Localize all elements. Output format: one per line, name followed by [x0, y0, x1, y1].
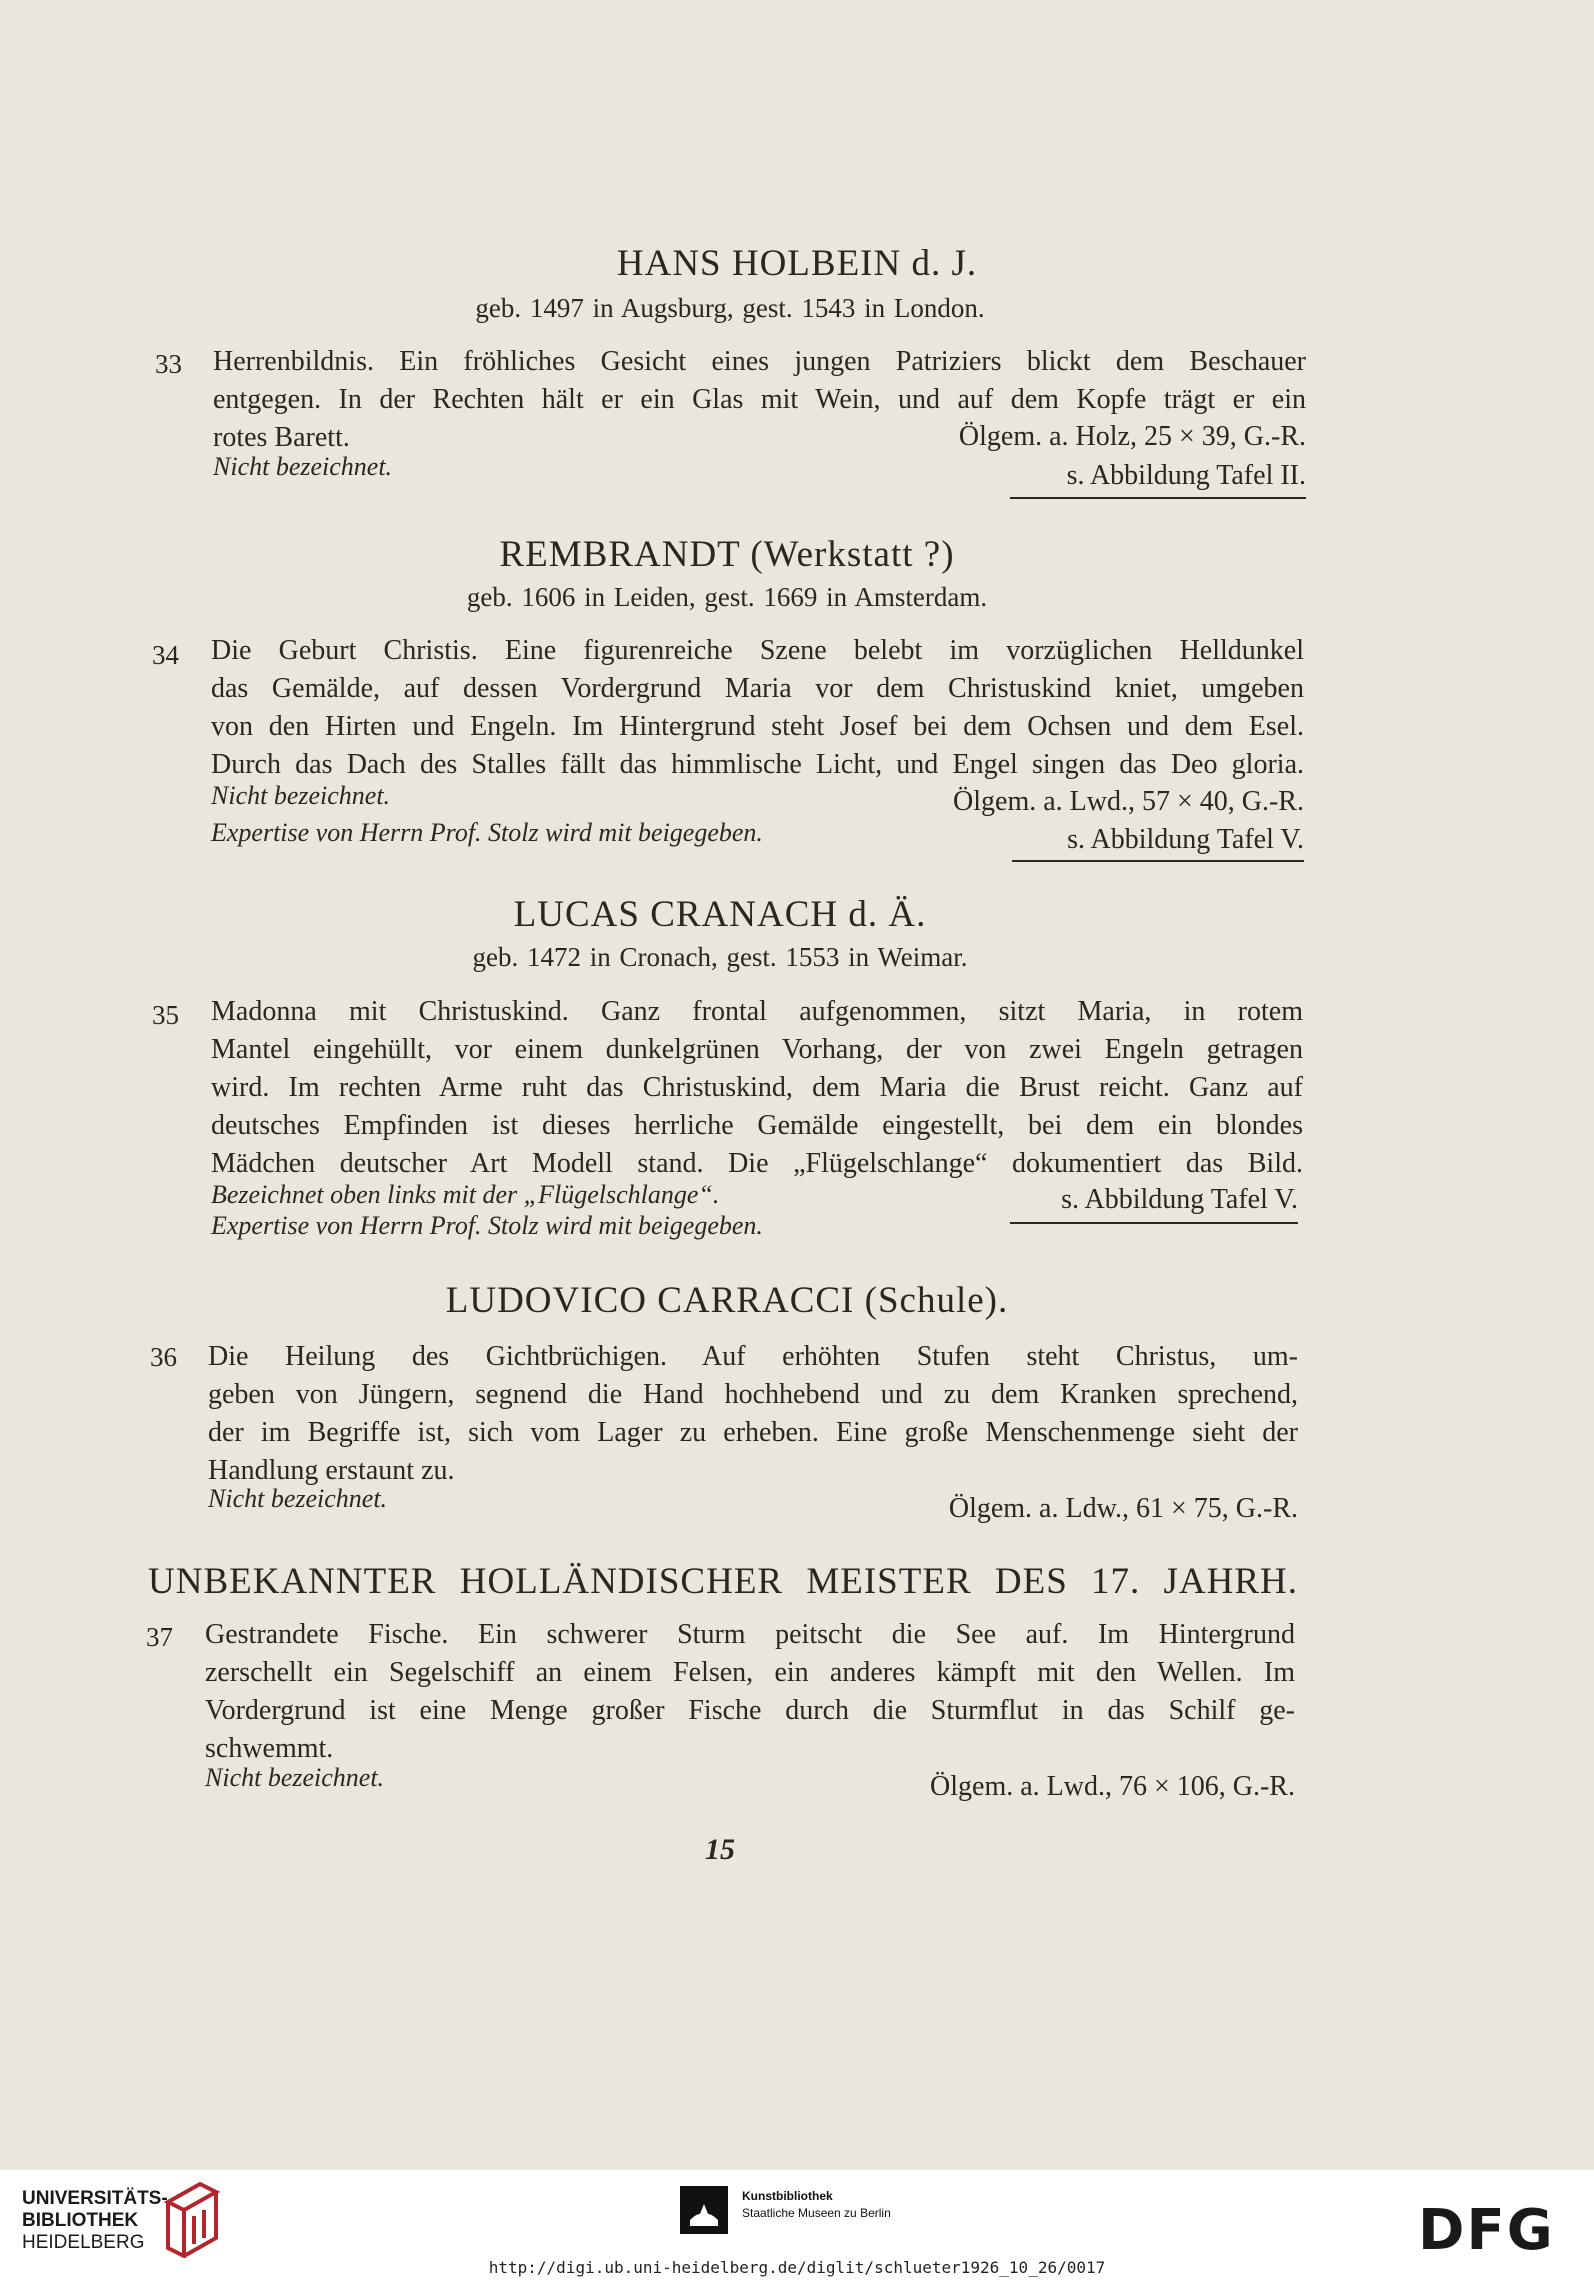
kb-line1: Kunstbibliothek [742, 2189, 833, 2203]
description-line: Herrenbildnis. Ein fröhliches Gesicht eines jungen Patriziers blickt dem Beschauer [213, 346, 1306, 377]
page-number: 15 [705, 1833, 735, 1866]
lot-number: 37 [146, 1622, 173, 1652]
signature-note: Nicht bezeichnet. [211, 781, 391, 810]
source-url[interactable]: http://digi.ub.uni-heidelberg.de/diglit/schlueter1926_10_26/0017 [488, 2258, 1106, 2277]
description-line: entgegen. In der Rechten hält er ein Glas mit Wein, und auf dem Kopfe trägt er ein [213, 384, 1306, 415]
artist-heading-rembrandt: REMBRANDT (Werkstatt ?) [499, 534, 955, 575]
description-line: rotes Barett. [213, 422, 350, 453]
expertise-note: Expertise von Herrn Prof. Stolz wird mit beigegeben. [211, 818, 763, 847]
artist-heading-unbekannt: UNBEKANNTER HOLLÄNDISCHER MEISTER DES 17. JAHRH. [148, 1561, 1298, 1602]
artist-dates-holbein: geb. 1497 in Augsburg, gest. 1543 in London. [475, 293, 985, 323]
lot-number: 34 [152, 640, 179, 670]
signature-note: Nicht bezeichnet. [208, 1484, 388, 1513]
ub-line2: BIBLIOTHEK [22, 2210, 139, 2231]
lot-number: 33 [155, 349, 182, 379]
kb-line2: Staatliche Museen zu Berlin [742, 2206, 891, 2220]
description-line: Mädchen deutscher Art Modell stand. Die „Flügelschlange“ dokumentiert das Bild. [211, 1148, 1303, 1179]
description-line: geben von Jüngern, segnend die Hand hochhebend und zu dem Kranken sprechend, [208, 1379, 1298, 1410]
kunstbibliothek-label [742, 2188, 891, 2222]
artist-dates-rembrandt: geb. 1606 in Leiden, gest. 1669 in Amsterdam. [466, 582, 988, 612]
ub-heidelberg-logo-icon [160, 2178, 224, 2258]
artist-heading-holbein: HANS HOLBEIN d. J. [616, 243, 978, 284]
medium-dimensions: Ölgem. a. Ldw., 61 × 75, G.-R. [948, 1493, 1298, 1524]
description-line: Durch das Dach des Stalles fällt das himmlische Licht, und Engel singen das Deo gloria. [211, 749, 1304, 780]
artist-dates-cranach: geb. 1472 in Cronach, gest. 1553 in Weimar. [472, 942, 968, 972]
kunstbibliothek-logo-icon [680, 2186, 728, 2234]
description-line: Madonna mit Christuskind. Ganz frontal aufgenommen, sitzt Maria, in rotem [211, 996, 1303, 1027]
description-line: das Gemälde, auf dessen Vordergrund Maria vor dem Christuskind kniet, umgeben [211, 673, 1304, 704]
description-line: von den Hirten und Engeln. Im Hintergrund steht Josef bei dem Ochsen und dem Esel. [211, 711, 1304, 742]
description-line: Mantel eingehüllt, vor einem dunkelgrünen Vorhang, der von zwei Engeln getragen [211, 1034, 1303, 1065]
expertise-note: Expertise von Herrn Prof. Stolz wird mit beigegeben. [211, 1211, 763, 1240]
description-line: der im Begriffe ist, sich vom Lager zu erheben. Eine große Menschenmenge sieht der [208, 1417, 1298, 1448]
divider-rule [1012, 860, 1304, 862]
ub-line3: HEIDELBERG [22, 2232, 145, 2253]
medium-dimensions: Ölgem. a. Lwd., 57 × 40, G.-R. [953, 786, 1304, 817]
ub-heidelberg-label [22, 2188, 168, 2254]
plate-reference: s. Abbildung Tafel V. [1067, 824, 1304, 855]
artist-heading-cranach: LUCAS CRANACH d. Ä. [513, 894, 927, 935]
description-line: wird. Im rechten Arme ruht das Christuskind, dem Maria die Brust reicht. Ganz auf [211, 1072, 1303, 1103]
lot-number: 36 [150, 1342, 177, 1372]
artist-heading-carracci: LUDOVICO CARRACCI (Schule). [445, 1280, 1009, 1321]
divider-rule [1010, 497, 1306, 499]
signature-note: Bezeichnet oben links mit der „Flügelschlange“. [211, 1180, 720, 1209]
description-line: Gestrandete Fische. Ein schwerer Sturm peitscht die See auf. Im Hintergrund [205, 1619, 1295, 1650]
ub-line1: UNIVERSITÄTS- [22, 2188, 168, 2209]
dfg-logo: DFG [1418, 2198, 1555, 2263]
description-line: Handlung erstaunt zu. [208, 1455, 455, 1486]
description-line: schwemmt. [205, 1733, 334, 1764]
description-line: Die Heilung des Gichtbrüchigen. Auf erhöhten Stufen steht Christus, um- [208, 1341, 1298, 1372]
medium-dimensions: Ölgem. a. Holz, 25 × 39, G.-R. [958, 421, 1306, 452]
divider-rule [1010, 1222, 1298, 1224]
signature-note: Nicht bezeichnet. [205, 1763, 385, 1792]
signature-note: Nicht bezeichnet. [213, 452, 393, 481]
description-line: deutsches Empfinden ist dieses herrliche Gemälde eingestellt, bei dem ein blondes [211, 1110, 1303, 1141]
medium-dimensions: Ölgem. a. Lwd., 76 × 106, G.-R. [930, 1771, 1295, 1802]
plate-reference: s. Abbildung Tafel V. [1061, 1184, 1298, 1215]
lot-number: 35 [152, 1000, 179, 1030]
description-line: Die Geburt Christis. Eine figurenreiche Szene belebt im vorzüglichen Helldunkel [211, 635, 1304, 666]
description-line: Vordergrund ist eine Menge großer Fische durch die Sturmflut in das Schilf ge- [205, 1695, 1295, 1726]
plate-reference: s. Abbildung Tafel II. [1066, 460, 1306, 491]
description-line: zerschellt ein Segelschiff an einem Felsen, ein anderes kämpft mit den Wellen. Im [205, 1657, 1295, 1688]
